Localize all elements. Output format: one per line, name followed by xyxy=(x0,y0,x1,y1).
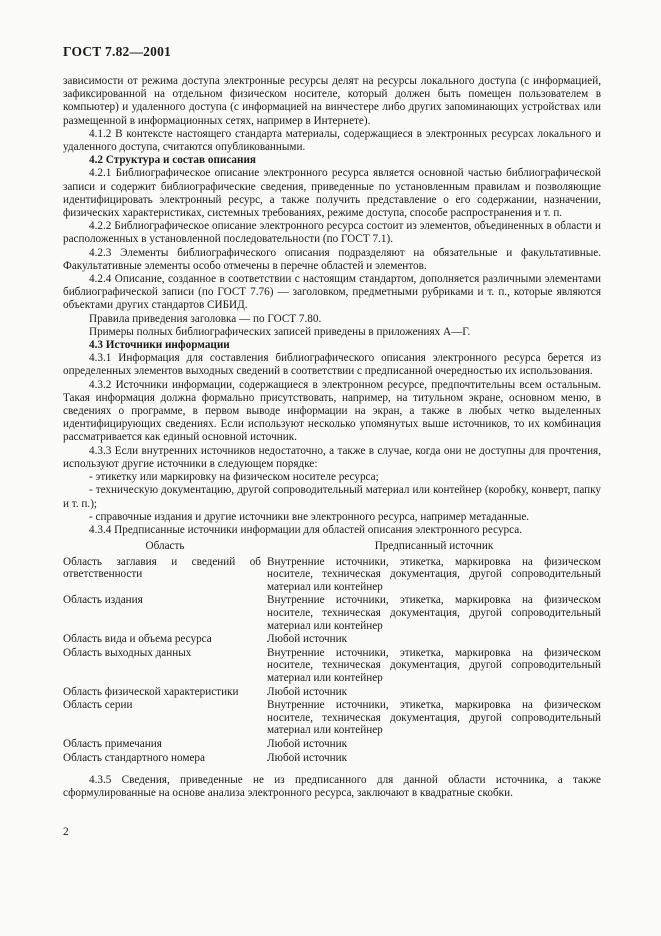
paragraph-examples: Примеры полных библиографических записей приведены в приложениях А—Г. xyxy=(89,325,471,338)
table-cell-source: Внутренние источники, этикетка, маркировка на физическом носителе, техническая документация, другой сопроводительный материал или контейнер xyxy=(267,594,601,632)
paragraph-access-continuation: зависимости от режима доступа электронные ресурсы делят на ресурсы локального доступа (с информацией, зафиксированной на отдельном физическом носителе, который должен быть помещен пользователем в компьютер) и удаленного доступа (с информацией на винчестере либо других запоминающих устройствах или размещенной в информационных сетях, например в Интернете). xyxy=(63,75,601,127)
paragraph-4-2-3: 4.2.3 Элементы библиографического описания подразделяют на обязательные и факультативные. Факультативные элементы особо отмечены в перечне областей и элементов. xyxy=(63,246,601,272)
table-cell-source: Любой источник xyxy=(267,751,348,764)
list-item-documentation: - техническую документацию, другой сопроводительный материал или контейнер (коробку, конверт, папку и т. п.); xyxy=(63,484,601,510)
table-cell-source: Любой источник xyxy=(267,685,348,698)
page-header-standard-id: ГОСТ 7.82—2001 xyxy=(63,44,171,59)
paragraph-4-3-3: 4.3.3 Если внутренних источников недостаточно, а также в случае, когда они не доступны для прочтения, используют другие источники в следующем порядке: xyxy=(63,444,601,470)
paragraph-4-3-2: 4.3.2 Источники информации, содержащиеся в электронном ресурсе, предпочтительны всем остальным. Такая информация должна формально присутствовать, например, на титульном экране, основном меню, в сведениях о программе, в первом выводе информации на экран, а также в любых четко выделенных идентифицирующих сведениях. Если используют несколько упомянутых выше источников, то их комбинация рассматривается как единый основной источник. xyxy=(63,378,601,444)
paragraph-4-3-1: 4.3.1 Информация для составления библиографического описания электронного ресурса берется из определенных элементов выходных сведений в соответствии с предписанной очередностью их использования. xyxy=(63,352,601,378)
paragraph-4-3-4: 4.3.4 Предписанные источники информации для областей описания электронного ресурса. xyxy=(89,523,522,536)
table-cell-area: Область заглавия и сведений об ответственности xyxy=(63,555,261,581)
table-row xyxy=(63,633,601,647)
table-cell-area: Область выходных данных xyxy=(63,646,192,659)
table-cell-area: Область примечания xyxy=(63,738,162,751)
table-row xyxy=(63,699,601,738)
paragraph-4-3-5: 4.3.5 Сведения, приведенные не из предписанного для данной области источника, а также сформулированные на основе анализа электронного ресурса, заключают в квадратные скобки. xyxy=(63,774,601,800)
table-row xyxy=(63,647,601,686)
paragraph-heading-rules: Правила приведения заголовка — по ГОСТ 7.80. xyxy=(89,312,322,325)
list-item-reference: - справочные издания и другие источники вне электронного ресурса, например метаданные. xyxy=(89,510,530,523)
table-cell-area: Область физической характеристики xyxy=(63,685,239,698)
column-header-area: Область xyxy=(145,540,185,553)
document-body xyxy=(63,75,601,801)
table-row xyxy=(63,686,601,700)
table-cell-source: Внутренние источники, этикетка, маркировка на физическом носителе, техническая документация, другой сопроводительный материал или контейнер xyxy=(267,699,601,737)
paragraph-4-2-1: 4.2.1 Библиографическое описание электронного ресурса является основной частью библиографической записи и содержит библиографические сведения, приведенные по установленным правилам и позволяющие идентифицировать электронный ресурс, а также получить представление о его содержании, назначении, физических характеристиках, системных требованиях, режиме доступа, способе распространения и т. п. xyxy=(63,167,601,220)
table-cell-area: Область стандартного номера xyxy=(63,751,205,764)
table-cell-source: Любой источник xyxy=(267,633,348,646)
paragraph-4-2-2: 4.2.2 Библиографическое описание электронного ресурса состоит из элементов, объединенных в области и расположенных в установленной последовательности (по ГОСТ 7.1). xyxy=(63,220,601,246)
section-heading-4-3: 4.3 Источники информации xyxy=(89,339,230,352)
table-cell-source: Внутренние источники, этикетка, маркировка на физическом носителе, техническая документация, другой сопроводительный материал или контейнер xyxy=(267,555,601,593)
sources-table xyxy=(63,540,601,765)
table-cell-source: Любой источник xyxy=(267,738,348,751)
column-header-source: Предписанный источник xyxy=(374,540,494,553)
table-header-row xyxy=(63,540,601,556)
table-cell-area: Область издания xyxy=(63,594,143,607)
table-row xyxy=(63,556,601,595)
table-cell-area: Область вида и объема ресурса xyxy=(63,633,212,646)
table-cell-area: Область серии xyxy=(63,699,133,712)
table-row xyxy=(63,594,601,633)
table-cell-source: Внутренние источники, этикетка, маркировка на физическом носителе, техническая документация, другой сопроводительный материал или контейнер xyxy=(267,646,601,685)
list-item-label: - этикетку или маркировку на физическом носителе ресурса; xyxy=(89,471,379,484)
table-row xyxy=(63,738,601,752)
paragraph-4-2-4: 4.2.4 Описание, созданное в соответствии с настоящим стандартом, дополняется различными элементами библиографической записи (по ГОСТ 7.76) — заголовком, предметными рубриками и т. п., которые являются объектами других стандартов СИБИД. xyxy=(63,273,601,312)
section-heading-4-2: 4.2 Структура и состав описания xyxy=(89,154,256,167)
page-number: 2 xyxy=(63,826,69,838)
paragraph-4-1-2: 4.1.2 В контексте настоящего стандарта материалы, содержащиеся в электронных ресурсах локального и удаленного доступа, считаются опубликованными. xyxy=(63,127,601,154)
table-row xyxy=(63,752,601,766)
